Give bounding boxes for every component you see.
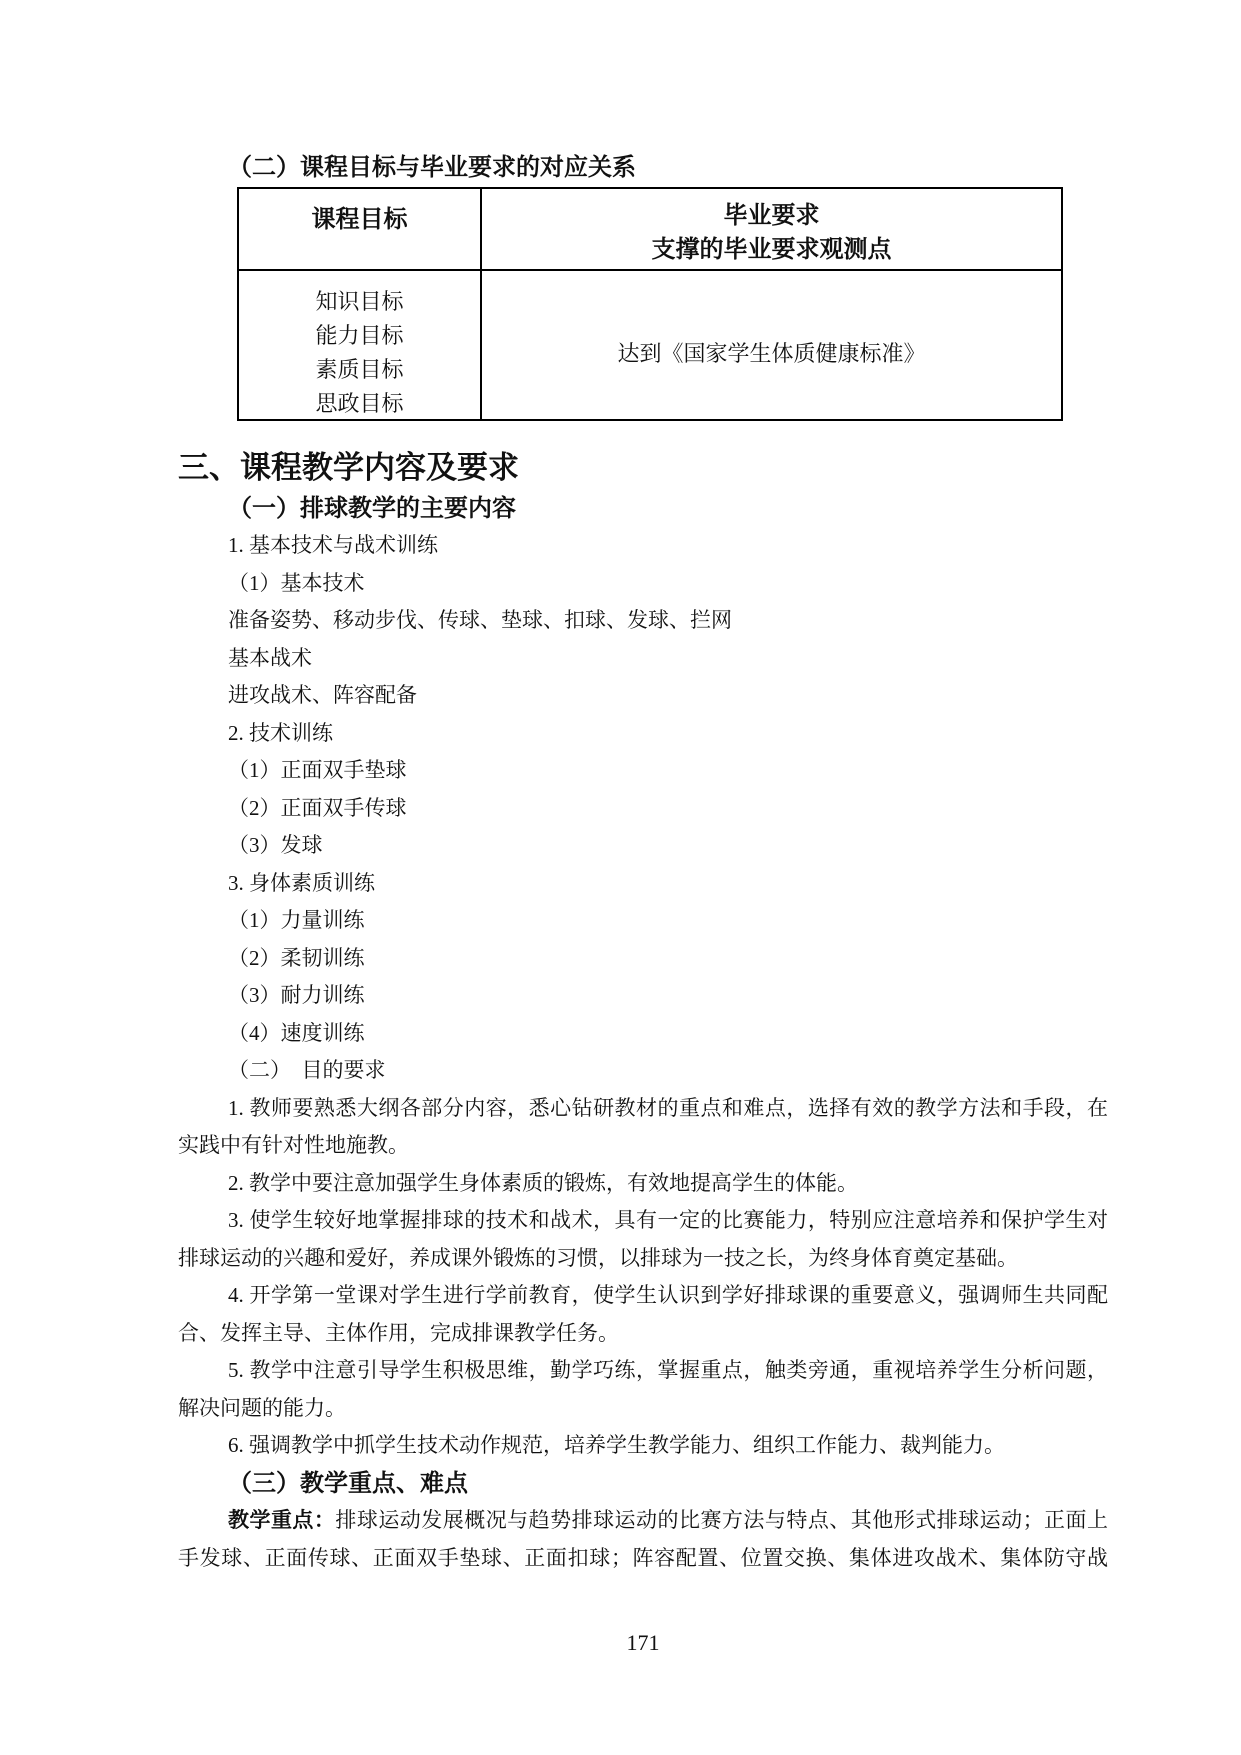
table-row: 知识目标 xyxy=(315,288,404,314)
paragraph-line: 解决问题的能力。 xyxy=(178,1395,346,1420)
list-item: 2. 技术训练 xyxy=(228,720,333,745)
table-body-row xyxy=(239,271,1061,417)
paragraph-line: 3. 使学生较好地掌握排球的技术和战术，具有一定的比赛能力，特别应注意培养和保护学生对 xyxy=(228,1208,1108,1232)
paragraph-line: 合、发挥主导、主体作用，完成排课教学任务。 xyxy=(178,1320,619,1345)
subsection-heading: （一）排球教学的主要内容 xyxy=(228,494,516,522)
paragraph-line: 6. 强调教学中抓学生技术动作规范，培养学生教学能力、组织工作能力、裁判能力。 xyxy=(228,1433,1005,1457)
table-header-line2: 支撑的毕业要求观测点 xyxy=(651,235,892,263)
table-header-row xyxy=(239,189,1061,271)
paragraph-line: 1. 教师要熟悉大纲各部分内容，悉心钻研教材的重点和难点，选择有效的教学方法和手段，在 xyxy=(228,1095,1108,1120)
list-item: 1. 基本技术与战术训练 xyxy=(228,533,438,557)
list-item: 基本战术 xyxy=(228,645,312,670)
table-row: 素质目标 xyxy=(315,356,404,382)
objectives-requirements-table xyxy=(237,187,1063,421)
subsection-heading: （三）教学重点、难点 xyxy=(228,1469,468,1497)
section2-heading: （二）课程目标与毕业要求的对应关系 xyxy=(228,154,636,181)
paragraph-line: 2. 教学中要注意加强学生身体素质的锻炼，有效地提高学生的体能。 xyxy=(228,1170,858,1195)
list-item: （1）基本技术 xyxy=(228,570,365,595)
paragraph-line: 4. 开学第一堂课对学生进行学前教育，使学生认识到学好排球课的重要意义，强调师生共同配 xyxy=(228,1283,1108,1307)
list-item: （2）柔韧训练 xyxy=(228,945,365,970)
key-points-label: 教学重点： xyxy=(228,1509,336,1532)
key-points-line1 xyxy=(178,1502,1108,1540)
merged-requirement-cell: 达到《国家学生体质健康标准》 xyxy=(617,341,926,366)
page-content xyxy=(178,0,1108,1662)
paragraph-line: 实践中有针对性地施教。 xyxy=(178,1133,409,1157)
list-item: （4）速度训练 xyxy=(228,1020,365,1045)
table-header-graduation-requirements xyxy=(482,189,1061,269)
course-objective-cells xyxy=(239,271,482,421)
section3-heading: 三、课程教学内容及要求 xyxy=(178,449,519,485)
list-item: 进攻战术、阵容配备 xyxy=(228,683,417,707)
key-points-line2: 手发球、正面传球、正面双手垫球、正面扣球；阵容配置、位置交换、集体进攻战术、集体防守战 xyxy=(178,1545,1108,1570)
list-item: 3. 身体素质训练 xyxy=(228,870,375,895)
table-row: 能力目标 xyxy=(315,322,404,348)
paragraph-line: 5. 教学中注意引导学生积极思维，勤学巧练，掌握重点，触类旁通，重视培养学生分析问题， xyxy=(228,1358,1108,1382)
subsection-heading-plain: （二） 目的要求 xyxy=(228,1058,386,1082)
list-item: （1）正面双手垫球 xyxy=(228,758,407,782)
list-item: （1）力量训练 xyxy=(228,908,365,932)
paragraph-line: 排球运动的兴趣和爱好，养成课外锻炼的习惯，以排球为一技之长，为终身体育奠定基础。 xyxy=(178,1245,1018,1270)
list-item: 准备姿势、移动步伐、传球、垫球、扣球、发球、拦网 xyxy=(228,608,732,632)
key-points-text: 排球运动发展概况与趋势排球运动的比赛方法与特点、其他形式排球运动；正面上 xyxy=(335,1508,1108,1532)
page-number: 171 xyxy=(626,1630,660,1655)
table-header-course-objectives: 课程目标 xyxy=(239,189,482,269)
table-row: 思政目标 xyxy=(315,390,404,416)
list-item: （3）发球 xyxy=(228,833,323,857)
table-header-line1: 毕业要求 xyxy=(723,201,820,229)
list-item: （3）耐力训练 xyxy=(228,983,365,1007)
list-item: （2）正面双手传球 xyxy=(228,795,407,820)
